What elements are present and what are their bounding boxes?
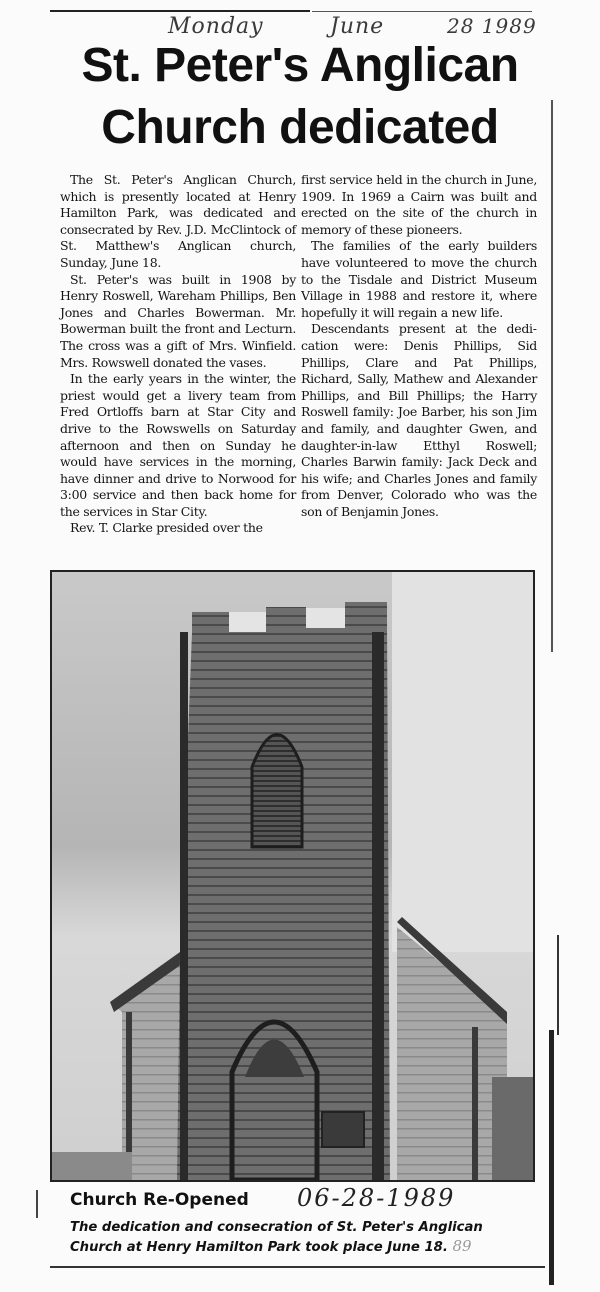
caption-handwritten-date: 06-28-1989 <box>297 1184 456 1212</box>
handwritten-day: Monday <box>168 14 264 39</box>
tower-edge-left <box>180 632 188 1180</box>
article-paragraph: Rev. T. Clarke presided over the <box>70 520 263 536</box>
article-paragraph: The St. Peter's Anglican Church, which is presently located at Henry Hamilton Park, was dedicated and consecrated by Rev. J.D. McClintock of St. Matthew's Anglican church, Sunday, June 18. <box>60 172 296 270</box>
article-column-left <box>60 172 296 537</box>
rear-building <box>492 1077 533 1180</box>
ground-line <box>52 1152 132 1180</box>
article-column-right <box>301 172 537 520</box>
top-rule <box>50 10 310 12</box>
battlement-2 <box>266 607 306 637</box>
margin-mark <box>36 1190 38 1218</box>
right-sky <box>392 572 533 952</box>
tower-edge-right <box>372 620 384 1180</box>
scan-edge-line <box>557 935 559 1035</box>
bottom-rule <box>50 1266 545 1268</box>
corner-post <box>472 1027 478 1180</box>
article-paragraph: The families of the early builders have volunteered to move the church to the Tisdale and District Museum Village in 1988 and restore it, where hopefully it will regain a new life. <box>301 238 537 320</box>
plaque <box>322 1112 364 1147</box>
headline-line-2: Church dedicated <box>101 101 499 154</box>
church-photo <box>50 570 535 1182</box>
article-paragraph: St. Peter's was built in 1908 by Henry Roswell, Wareham Phillips, Ben Jones and Charles Bowerman. Mr. Bowerman built the front and Lecturn. The cross was a gift of Mrs. Winfield. Mrs. Rowswell donated the vases. <box>60 271 296 370</box>
scan-edge-line <box>549 1030 554 1285</box>
battlement-3 <box>345 602 387 632</box>
battlement-gap <box>306 608 345 628</box>
top-rule-secondary <box>312 11 532 12</box>
handwritten-date: 28 1989 <box>447 14 537 38</box>
battlement-1 <box>192 612 229 642</box>
caption-body <box>70 1219 490 1257</box>
scan-edge-line <box>551 100 553 652</box>
louvered-window <box>252 735 302 848</box>
battlement-gap <box>229 612 266 632</box>
article-paragraph: first service held in the church in June, 1909. In 1969 a Cairn was built and erected on the site of the church in memory of these pioneers. <box>301 172 537 237</box>
headline-line-1: St. Peter's Anglican <box>81 39 519 92</box>
church-illustration <box>52 572 533 1180</box>
handwritten-month: June <box>330 14 385 39</box>
caption-title: Church Re-Opened <box>70 1190 249 1210</box>
article-paragraph: Descendants present at the dedication were: Denis Phillips, Sid Phillips, Clare and Pat Phillips, Richard, Sally, Mathew and Alexander Phillips, and Bill Phillips; the Harry Roswell family: Joe Barber, his son Jim and family, and daughter Gwen, and daughter-in-law Etthyl Roswell; Charles Barwin family: Jack Deck and his wife; and Charles Jones and family from Denver, Colorado who was the son of Benjamin Jones. <box>301 321 537 519</box>
caption-text: The dedication and consecration of St. Peter's Anglican Church at Henry Hamilton Park took place June 18. <box>70 1220 483 1255</box>
caption-handwritten-suffix: 89 <box>452 1237 472 1255</box>
article-paragraph: In the early years in the winter, the priest would get a livery team from Fred Ortloffs barn at Star City and drive to the Rowswells on Saturday afternoon and then on Sunday he would have services in the morning, have dinner and drive to Norwood for 3:00 service and then back home for the services in Star City. <box>60 371 296 519</box>
